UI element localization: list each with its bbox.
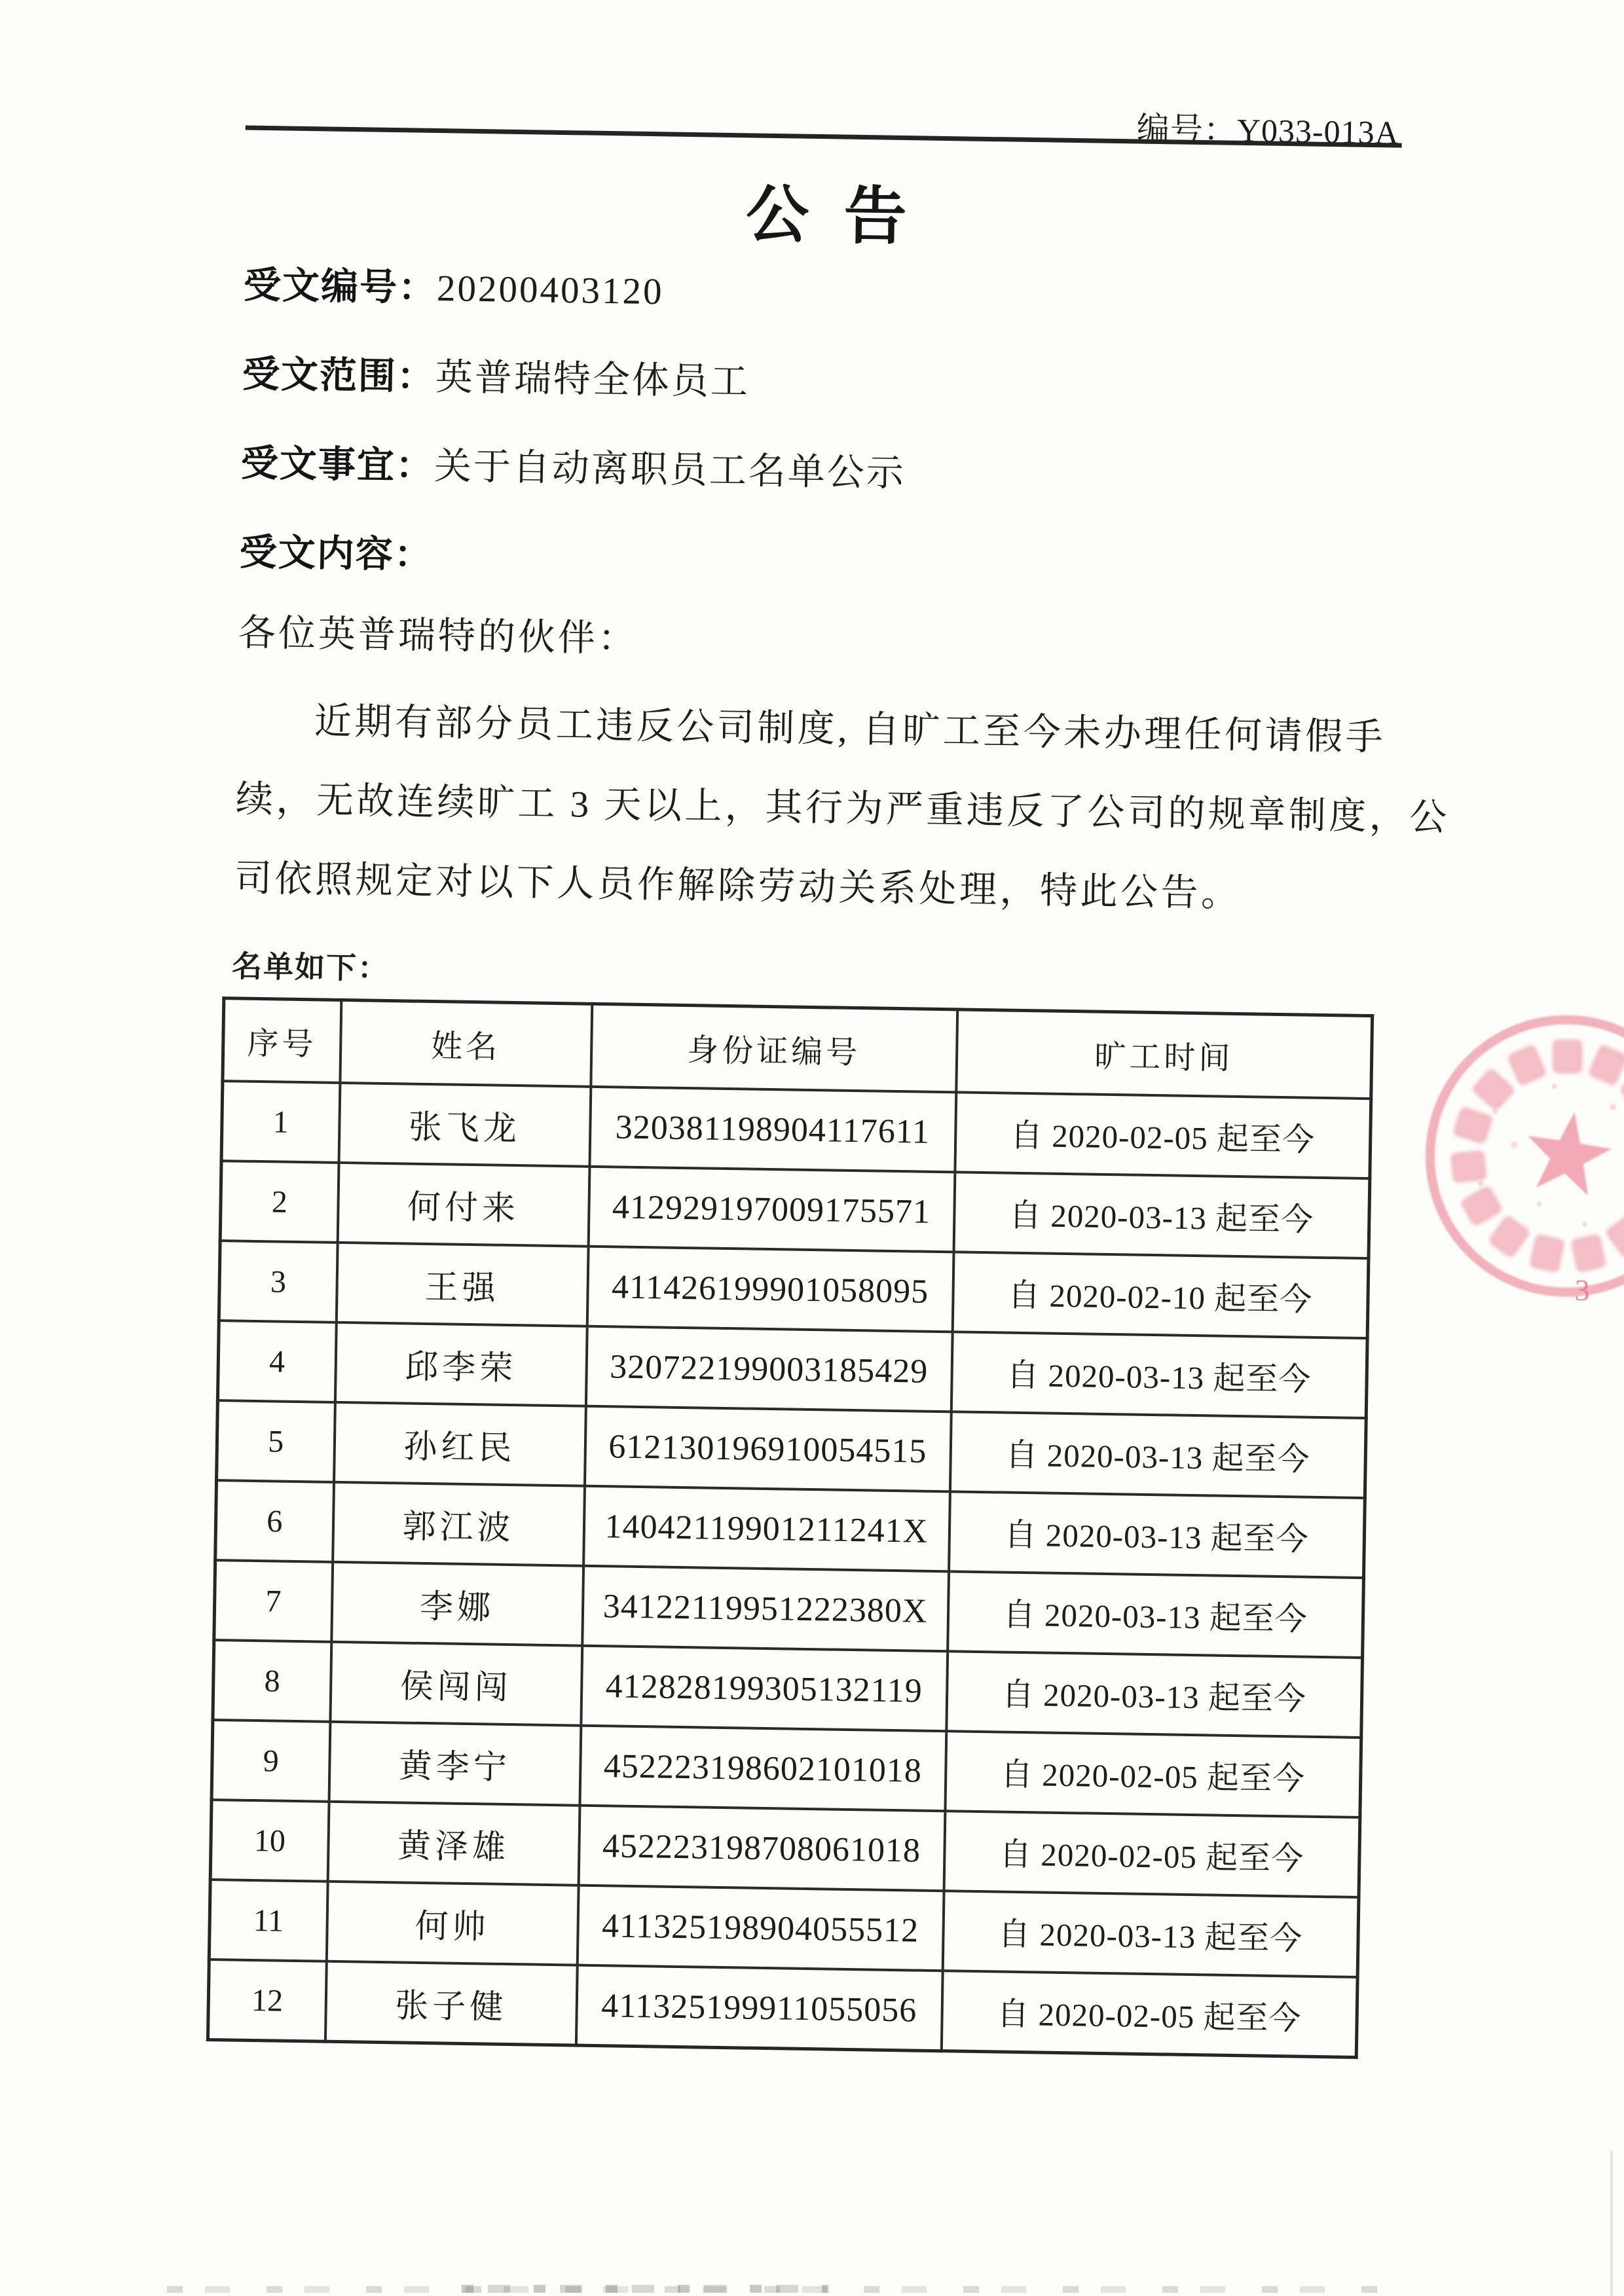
- field-row: [239, 533, 904, 582]
- table-cell-name: 王强: [336, 1243, 588, 1326]
- table-cell-index: 6: [215, 1480, 334, 1562]
- table-cell-id: 320381198904117611: [589, 1087, 956, 1173]
- field-value: 20200403120: [436, 268, 664, 313]
- body-line: 续，无故连续旷工 3 天以上，其行为严重违反了公司的规章制度，公: [235, 778, 1450, 839]
- table-cell-name: 何付来: [337, 1163, 589, 1247]
- document-code: 编号：Y033-013A: [1136, 110, 1400, 151]
- table-cell-period: 自 2020-02-05 起至今: [944, 1811, 1360, 1897]
- table-cell-period: 自 2020-02-05 起至今: [945, 1731, 1361, 1817]
- seal-speckle: [1477, 1083, 1624, 1228]
- field-label: 受文范围：: [242, 353, 436, 399]
- table-cell-index: 4: [217, 1321, 336, 1402]
- seal-arc-text: [1449, 1038, 1624, 1275]
- field-label: 受文内容：: [239, 531, 434, 576]
- table-header-name: 姓名: [340, 1000, 592, 1086]
- table-cell-name: 黄泽雄: [327, 1802, 580, 1886]
- seal-digit: 3: [1574, 1273, 1591, 1307]
- table-cell-id: 411325199911055056: [576, 1965, 942, 2051]
- field-row: [242, 355, 908, 405]
- notice-table-body: [208, 1081, 1371, 2057]
- table-cell-id: 452223198708061018: [578, 1806, 945, 1891]
- table-cell-name: 邱李荣: [335, 1322, 587, 1406]
- table-cell-id: 452223198602101018: [580, 1726, 946, 1812]
- field-row: [240, 444, 906, 493]
- table-cell-index: 7: [214, 1560, 333, 1642]
- field-label: 受文事宜：: [240, 442, 435, 488]
- body-line: 近期有部分员工违反公司制度, 自旷工至今未办理任何请假手: [314, 701, 1386, 759]
- company-seal: [1413, 1006, 1624, 1311]
- table-cell-index: 11: [209, 1880, 327, 1961]
- table-cell-id: 412929197009175571: [588, 1167, 955, 1252]
- table-cell-period: 自 2020-03-13 起至今: [948, 1571, 1364, 1658]
- seal-ring: [1428, 1018, 1624, 1294]
- list-intro: 名单如下：: [231, 949, 390, 986]
- table-cell-index: 5: [217, 1400, 335, 1482]
- table-cell-id: 411426199901058095: [587, 1247, 953, 1332]
- seal-star-icon: [1527, 1111, 1612, 1195]
- table-cell-index: 1: [221, 1081, 340, 1163]
- field-row: [244, 266, 909, 316]
- page-title: 公 告: [745, 179, 908, 253]
- field-list: [239, 266, 908, 583]
- body-line: 司依照规定对以下人员作解除劳动关系处理，特此公告。: [234, 858, 1242, 915]
- table-cell-index: 10: [210, 1800, 329, 1882]
- table-cell-name: 黄李宁: [329, 1722, 581, 1806]
- body-paragraph: [234, 680, 1450, 936]
- table-cell-name: 孙红民: [334, 1402, 586, 1486]
- table-cell-index: 3: [219, 1241, 337, 1322]
- table-cell-period: 自 2020-02-10 起至今: [952, 1252, 1369, 1338]
- field-label: 受文编号：: [243, 264, 437, 310]
- table-cell-period: 自 2020-03-13 起至今: [951, 1332, 1367, 1418]
- field-value: 英普瑞特全体员工: [435, 357, 750, 403]
- table-cell-index: 9: [212, 1720, 330, 1802]
- table-cell-name: 侯闯闯: [330, 1642, 582, 1726]
- table-cell-period: 自 2020-03-13 起至今: [942, 1891, 1359, 1977]
- table-cell-id: 34122119951222380X: [582, 1566, 949, 1652]
- table-cell-id: 412828199305132119: [581, 1646, 948, 1732]
- scan-artifact-bottom-text-dark: [462, 2285, 828, 2293]
- table-header-id: 身份证编号: [591, 1004, 957, 1092]
- table-cell-id: 612130196910054515: [584, 1406, 951, 1492]
- table-cell-period: 自 2020-02-05 起至今: [941, 1971, 1357, 2057]
- table-cell-index: 2: [220, 1161, 339, 1243]
- table-cell-name: 张子健: [325, 1961, 577, 2045]
- table-cell-period: 自 2020-03-13 起至今: [946, 1651, 1363, 1738]
- salutation: 各位英普瑞特的伙伴：: [238, 612, 638, 660]
- table-cell-name: 郭江波: [333, 1482, 585, 1566]
- table-cell-period: 自 2020-02-05 起至今: [955, 1092, 1371, 1178]
- table-cell-id: 320722199003185429: [585, 1326, 952, 1412]
- table-cell-period: 自 2020-03-13 起至今: [950, 1412, 1366, 1498]
- table-cell-period: 自 2020-03-13 起至今: [953, 1172, 1370, 1258]
- table-cell-name: 何帅: [326, 1882, 578, 1965]
- table-cell-index: 12: [208, 1959, 326, 2041]
- table-row: [208, 1959, 1357, 2057]
- table-cell-name: 张飞龙: [339, 1083, 591, 1167]
- scan-artifact-edge-line: [1610, 2151, 1613, 2296]
- table-cell-index: 8: [213, 1640, 331, 1722]
- table-cell-period: 自 2020-03-13 起至今: [949, 1491, 1365, 1578]
- table-cell-name: 李娜: [331, 1562, 583, 1646]
- table-cell-id: 14042119901211241X: [583, 1486, 950, 1572]
- table-header-period: 旷工时间: [956, 1010, 1373, 1099]
- roster-table: [206, 996, 1374, 2059]
- table-cell-id: 411325198904055512: [577, 1886, 944, 1971]
- table-header-index: 序号: [223, 998, 341, 1083]
- field-value: 关于自动离职员工名单公示: [434, 446, 906, 495]
